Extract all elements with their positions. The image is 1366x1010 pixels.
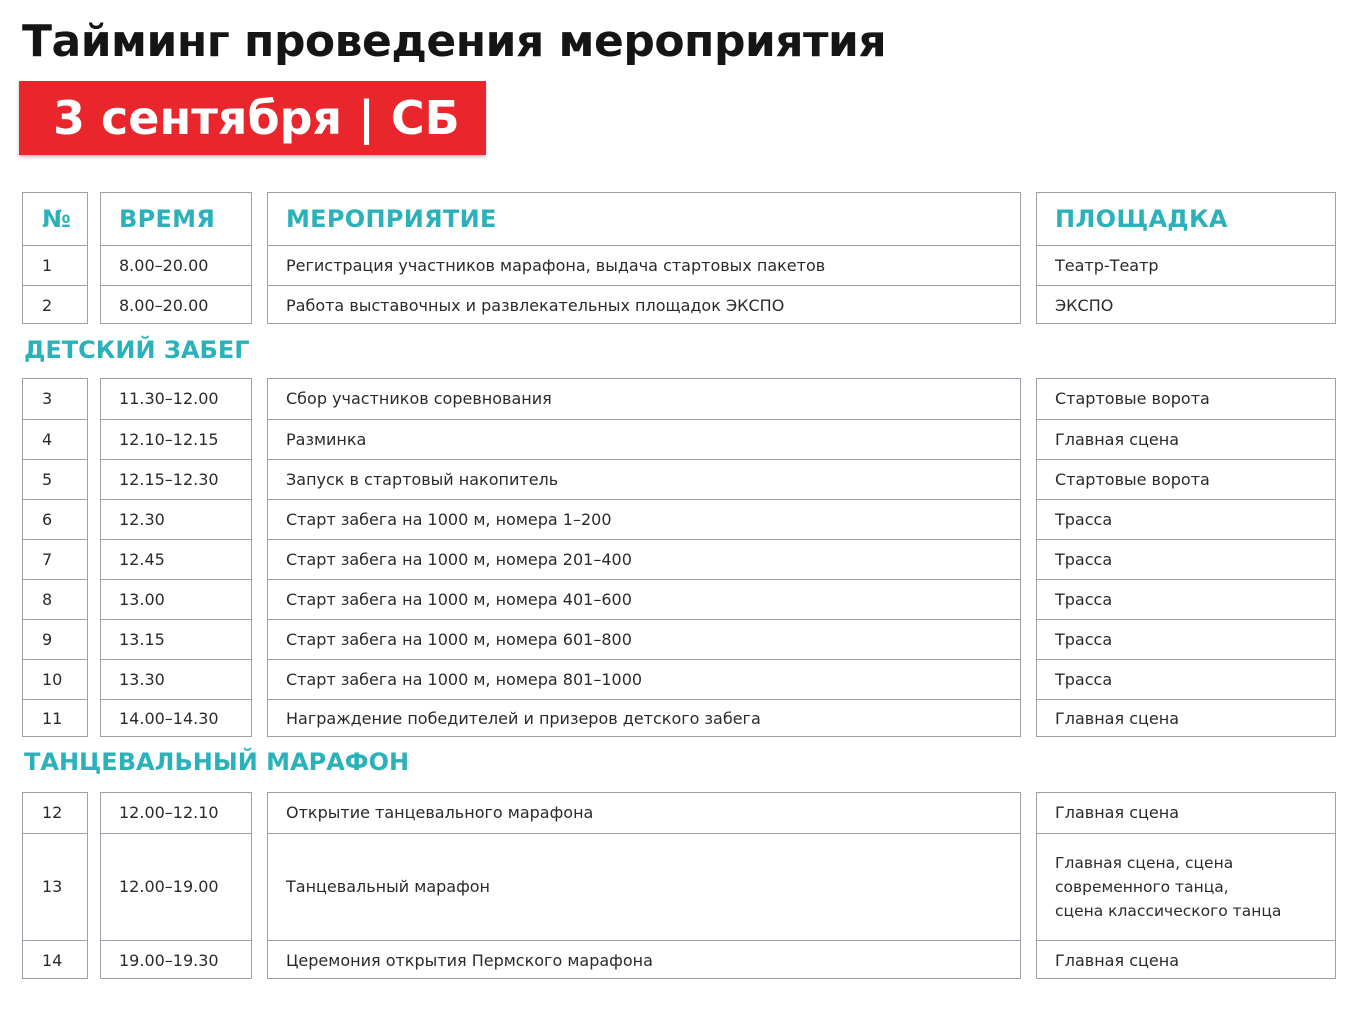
table-cell: [23, 659, 87, 699]
row-venue: Стартовые ворота: [1055, 469, 1210, 489]
table-cell: [268, 285, 1020, 325]
row-time: 12.00–19.00: [119, 877, 219, 896]
row-time: 12.00–12.10: [119, 803, 219, 822]
table-cell: [101, 285, 251, 325]
row-venue-multiline: [1055, 851, 1281, 923]
table-cell: [268, 699, 1020, 738]
table-cell: [1037, 699, 1335, 738]
column-venue-block1: [1036, 192, 1336, 324]
column-venue-block2: [1036, 378, 1336, 737]
header-cell-time: [101, 193, 251, 245]
row-venue: Театр-Театр: [1055, 255, 1159, 275]
row-number: 12: [42, 803, 63, 822]
table-cell: [268, 539, 1020, 579]
table-cell: [1037, 793, 1335, 833]
table-cell: [101, 379, 251, 419]
table-cell: [101, 619, 251, 659]
row-time: 13.30: [119, 669, 165, 689]
row-venue: Трасса: [1055, 629, 1113, 649]
table-cell: [1037, 245, 1335, 285]
row-number: 7: [42, 549, 53, 569]
section-title-dance-marathon: ТАНЦЕВАЛЬНЫЙ МАРАФОН: [24, 748, 410, 776]
table-cell: [1037, 579, 1335, 619]
row-event: Регистрация участников марафона, выдача стартовых пакетов: [286, 255, 826, 275]
table-cell: [101, 833, 251, 940]
column-time-block2: [100, 378, 252, 737]
row-event: Старт забега на 1000 м, номера 801–1000: [286, 669, 643, 689]
table-cell: [1037, 619, 1335, 659]
row-time: 14.00–14.30: [119, 709, 219, 728]
table-cell: [268, 659, 1020, 699]
row-time: 12.10–12.15: [119, 429, 219, 449]
section-title-kids-run: ДЕТСКИЙ ЗАБЕГ: [24, 336, 250, 364]
table-cell: [23, 619, 87, 659]
table-cell: [268, 579, 1020, 619]
row-number: 2: [42, 295, 53, 315]
table-cell: [23, 245, 87, 285]
header-cell-number: [23, 193, 87, 245]
venue-line: Главная сцена, сцена: [1055, 854, 1234, 872]
row-time: 12.15–12.30: [119, 469, 219, 489]
column-time-block3: [100, 792, 252, 979]
row-event: Старт забега на 1000 м, номера 601–800: [286, 629, 632, 649]
row-venue: Главная сцена: [1055, 950, 1179, 970]
header-cell-venue: [1037, 193, 1335, 245]
table-cell: [101, 499, 251, 539]
row-time: 8.00–20.00: [119, 255, 209, 275]
row-venue: Главная сцена: [1055, 429, 1179, 449]
table-cell: [1037, 379, 1335, 419]
row-event: Запуск в стартовый накопитель: [286, 469, 559, 489]
column-event-block2: [267, 378, 1021, 737]
row-venue: Трасса: [1055, 509, 1113, 529]
table-cell: [1037, 539, 1335, 579]
table-cell: [1037, 940, 1335, 980]
table-cell: [268, 379, 1020, 419]
table-cell: [1037, 285, 1335, 325]
row-number: 1: [42, 255, 53, 275]
table-cell: [23, 579, 87, 619]
row-event: Старт забега на 1000 м, номера 201–400: [286, 549, 632, 569]
row-venue: Трасса: [1055, 589, 1113, 609]
table-cell: [1037, 499, 1335, 539]
table-cell: [23, 499, 87, 539]
row-event: Работа выставочных и развлекательных площадок ЭКСПО: [286, 295, 785, 315]
table-cell: [101, 579, 251, 619]
row-event: Старт забега на 1000 м, номера 1–200: [286, 509, 612, 529]
table-cell: [101, 699, 251, 738]
row-event: Разминка: [286, 429, 367, 449]
row-venue: Главная сцена: [1055, 803, 1179, 822]
row-number: 6: [42, 509, 53, 529]
header-time: ВРЕМЯ: [119, 205, 216, 233]
row-venue: Главная сцена: [1055, 709, 1179, 728]
date-banner: 3 сентября | СБ: [19, 81, 486, 155]
table-cell: [23, 459, 87, 499]
table-cell: [268, 833, 1020, 940]
row-time: 11.30–12.00: [119, 389, 219, 408]
table-cell: [1037, 659, 1335, 699]
row-event: Награждение победителей и призеров детского забега: [286, 709, 761, 728]
header-cell-event: [268, 193, 1020, 245]
table-cell: [268, 419, 1020, 459]
table-cell: [23, 285, 87, 325]
page-title: Тайминг проведения мероприятия: [22, 16, 887, 67]
table-cell: [268, 940, 1020, 980]
row-number: 9: [42, 629, 53, 649]
row-venue: ЭКСПО: [1055, 295, 1114, 315]
table-cell: [268, 459, 1020, 499]
venue-line: сцена классического танца: [1055, 902, 1282, 920]
row-number: 8: [42, 589, 53, 609]
table-cell: [101, 539, 251, 579]
table-cell: [101, 659, 251, 699]
row-venue: Трасса: [1055, 669, 1113, 689]
table-cell: [23, 539, 87, 579]
table-cell: [23, 379, 87, 419]
column-number-block2: [22, 378, 88, 737]
column-event-block1: [267, 192, 1021, 324]
row-event: Открытие танцевального марафона: [286, 803, 594, 822]
table-cell: [23, 699, 87, 738]
table-cell: [101, 940, 251, 980]
row-number: 5: [42, 469, 53, 489]
row-time: 12.45: [119, 549, 165, 569]
row-number: 11: [42, 709, 63, 728]
table-cell: [101, 793, 251, 833]
table-cell: [101, 459, 251, 499]
row-event: Церемония открытия Пермского марафона: [286, 950, 653, 970]
table-cell: [23, 793, 87, 833]
table-cell: [268, 793, 1020, 833]
table-cell: [101, 419, 251, 459]
table-cell: [1037, 419, 1335, 459]
row-time: 13.15: [119, 629, 165, 649]
venue-line: современного танца,: [1055, 878, 1229, 896]
table-cell: [1037, 459, 1335, 499]
header-venue: ПЛОЩАДКА: [1055, 205, 1228, 233]
header-number: №: [42, 205, 72, 233]
row-number: 4: [42, 429, 53, 449]
row-number: 14: [42, 950, 63, 970]
row-number: 3: [42, 389, 53, 408]
table-cell: [268, 245, 1020, 285]
table-cell: [1037, 833, 1335, 940]
row-number: 10: [42, 669, 63, 689]
row-event: Танцевальный марафон: [286, 877, 491, 896]
column-time-block1: [100, 192, 252, 324]
row-time: 8.00–20.00: [119, 295, 209, 315]
column-number-block3: [22, 792, 88, 979]
row-time: 12.30: [119, 509, 165, 529]
table-cell: [23, 419, 87, 459]
column-number-block1: [22, 192, 88, 324]
column-venue-block3: [1036, 792, 1336, 979]
row-number: 13: [42, 877, 63, 896]
table-cell: [101, 245, 251, 285]
row-venue: Трасса: [1055, 549, 1113, 569]
header-event: МЕРОПРИЯТИЕ: [286, 205, 497, 233]
row-event: Старт забега на 1000 м, номера 401–600: [286, 589, 632, 609]
row-event: Сбор участников соревнования: [286, 389, 552, 408]
table-cell: [23, 833, 87, 940]
table-cell: [23, 940, 87, 980]
row-venue: Стартовые ворота: [1055, 389, 1210, 408]
table-cell: [268, 499, 1020, 539]
row-time: 13.00: [119, 589, 165, 609]
table-cell: [268, 619, 1020, 659]
row-time: 19.00–19.30: [119, 950, 219, 970]
column-event-block3: [267, 792, 1021, 979]
